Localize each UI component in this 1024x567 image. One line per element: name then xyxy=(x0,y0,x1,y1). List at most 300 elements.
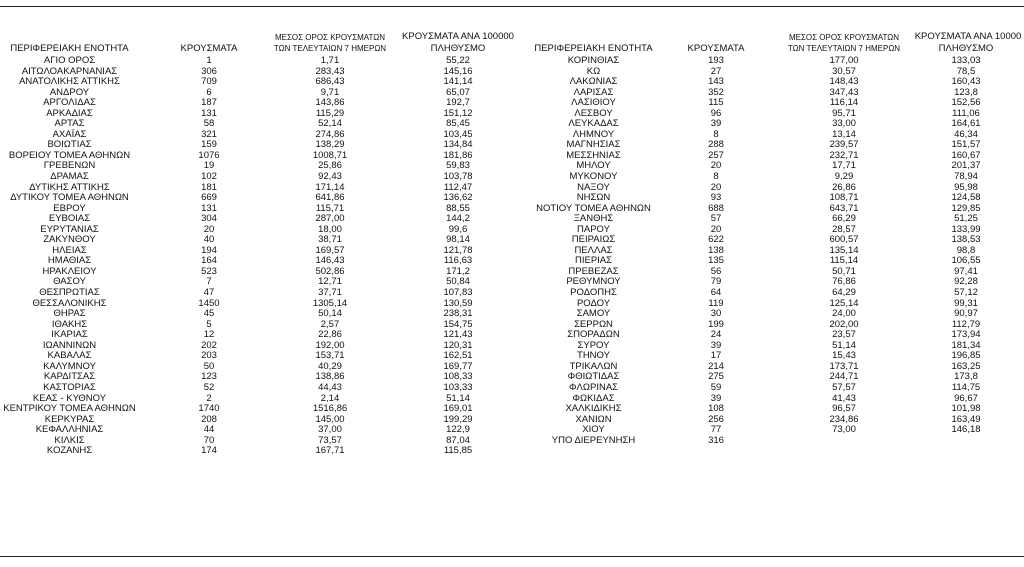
cell-region: ΔΡΑΜΑΣ xyxy=(50,171,89,183)
cell-region: ΜΗΛΟΥ xyxy=(576,160,611,172)
cell-cases: 56 xyxy=(710,265,722,277)
cell-cases: 93 xyxy=(710,192,722,204)
cell-cases: 257 xyxy=(708,149,724,161)
cell-avg7: 37,71 xyxy=(318,287,342,299)
cell-cases: 50 xyxy=(203,360,215,372)
cell-avg7: 686,43 xyxy=(315,76,345,88)
cell-avg7: 28,57 xyxy=(832,223,856,235)
header-cases: ΚΡΟΥΣΜΑΤΑ xyxy=(687,43,745,54)
cell-avg7: 232,71 xyxy=(829,149,859,161)
cell-per100k: 163,25 xyxy=(951,360,981,372)
cell-cases: 20 xyxy=(710,181,722,193)
cell-avg7: 143,86 xyxy=(315,97,345,109)
cell-per100k: 121,78 xyxy=(443,244,473,256)
cell-cases: 194 xyxy=(201,244,217,256)
cell-avg7: 23,57 xyxy=(832,329,856,341)
cell-region: ΠΕΙΡΑΙΩΣ xyxy=(571,234,616,246)
cell-cases: 96 xyxy=(710,107,722,119)
cell-region: ΑΧΑΪΑΣ xyxy=(52,128,87,140)
cell-avg7: 44,43 xyxy=(318,381,342,393)
cell-avg7: 115,71 xyxy=(315,202,345,214)
cell-per100k: 171,2 xyxy=(446,265,470,277)
cell-cases: 17 xyxy=(710,350,722,362)
cell-per100k: 133,03 xyxy=(951,55,981,66)
cell-cases: 20 xyxy=(710,160,722,172)
cell-per100k: 122,9 xyxy=(446,424,470,436)
cell-avg7: 2,14 xyxy=(320,392,340,404)
cell-per100k: 121,43 xyxy=(443,329,473,341)
cell-avg7: 287,00 xyxy=(315,213,345,225)
cell-cases: 5 xyxy=(206,318,212,330)
cell-avg7: 2,57 xyxy=(320,318,340,330)
cell-region: ΘΗΡΑΣ xyxy=(53,308,86,320)
cell-region: ΕΒΡΟΥ xyxy=(53,202,86,214)
cell-region: ΚΕΝΤΡΙΚΟΥ ΤΟΜΕΑ ΑΘΗΝΩΝ xyxy=(3,403,136,415)
cell-region: ΠΕΛΛΑΣ xyxy=(574,244,613,256)
cell-region: ΙΚΑΡΙΑΣ xyxy=(51,329,88,341)
cell-per100k: 78,5 xyxy=(956,65,976,77)
cell-avg7: 169,57 xyxy=(315,244,345,256)
cell-region: ΙΘΑΚΗΣ xyxy=(51,318,88,330)
header-per100k-line1: ΚΡΟΥΣΜΑΤΑ ΑΝΑ 10000 xyxy=(914,31,1022,42)
cell-cases: 44 xyxy=(203,424,215,436)
cell-cases: 1740 xyxy=(198,403,220,415)
cell-region: ΡΟΔΟΠΗΣ xyxy=(570,287,617,299)
cell-region: ΚΑΛΥΜΝΟΥ xyxy=(43,360,96,372)
cell-cases: 40 xyxy=(203,234,215,246)
cell-avg7: 202,00 xyxy=(829,318,859,330)
cell-per100k: 90,97 xyxy=(954,308,978,320)
cell-per100k: 96,67 xyxy=(954,392,978,404)
cell-per100k: 134,84 xyxy=(443,139,473,151)
cell-cases: 19 xyxy=(203,160,215,172)
cell-cases: 669 xyxy=(201,192,217,204)
cell-avg7: 171,14 xyxy=(315,181,345,193)
cell-per100k: 151,57 xyxy=(951,139,981,151)
cell-avg7: 347,43 xyxy=(829,86,859,98)
cell-per100k: 145,16 xyxy=(443,65,473,77)
cell-cases: 119 xyxy=(708,297,724,309)
cell-cases: 47 xyxy=(203,287,215,299)
cell-avg7: 18,00 xyxy=(318,223,342,235)
cell-per100k: 111,06 xyxy=(952,107,980,119)
cell-region: ΑΡΤΑΣ xyxy=(54,118,85,130)
cell-cases: 164 xyxy=(201,255,217,267)
cell-region: ΗΡΑΚΛΕΙΟΥ xyxy=(42,265,97,277)
cell-region: ΗΛΕΙΑΣ xyxy=(52,244,87,256)
cell-cases: 20 xyxy=(710,223,722,235)
cell-avg7: 41,43 xyxy=(832,392,856,404)
cell-per100k: 108,33 xyxy=(443,371,473,383)
cell-per100k: 169,77 xyxy=(443,360,473,372)
cell-avg7: 9,71 xyxy=(320,86,340,98)
cell-per100k: 173,94 xyxy=(951,329,981,341)
cell-per100k: 146,18 xyxy=(951,424,981,436)
cell-region: ΚΟΡΙΝΘΙΑΣ xyxy=(567,55,620,66)
cell-cases: 622 xyxy=(708,234,724,246)
cell-avg7: 17,71 xyxy=(832,160,856,172)
cell-per100k: 103,78 xyxy=(443,171,473,183)
cell-cases: 174 xyxy=(201,445,217,457)
cell-region: ΧΙΟΥ xyxy=(582,424,605,436)
cell-region: ΒΟΡΕΙΟΥ ΤΟΜΕΑ ΑΘΗΝΩΝ xyxy=(8,149,131,161)
cell-avg7: 1516,86 xyxy=(312,403,348,415)
cell-per100k: 238,31 xyxy=(443,308,473,320)
cell-region: ΜΥΚΟΝΟΥ xyxy=(569,171,618,183)
cell-cases: 57 xyxy=(710,213,722,225)
cell-per100k: 103,45 xyxy=(443,128,473,140)
cell-region: ΚΑΣΤΟΡΙΑΣ xyxy=(43,381,96,393)
cell-per100k: 181,34 xyxy=(951,339,981,351)
cell-per100k: 133,99 xyxy=(951,223,981,235)
cell-region: ΘΑΣΟΥ xyxy=(53,276,86,288)
cell-per100k: 115,85 xyxy=(443,445,473,457)
cell-avg7: 167,71 xyxy=(315,445,345,457)
cell-cases: 6 xyxy=(206,86,212,98)
cell-avg7: 643,71 xyxy=(829,202,859,214)
cell-region: ΓΡΕΒΕΝΩΝ xyxy=(43,160,96,172)
cell-per100k: 152,56 xyxy=(951,97,981,109)
cell-avg7: 125,14 xyxy=(829,297,859,309)
cell-region: ΖΑΚΥΝΘΟΥ xyxy=(43,234,96,246)
cell-per100k: 192,7 xyxy=(446,97,470,109)
cell-per100k: 173,8 xyxy=(954,371,978,383)
cell-region: ΘΕΣΠΡΩΤΙΑΣ xyxy=(39,287,100,299)
cell-per100k: 78,94 xyxy=(954,171,978,183)
cell-per100k: 141,14 xyxy=(443,76,473,88)
cell-per100k: 181,86 xyxy=(443,149,473,161)
cell-cases: 52 xyxy=(203,381,215,393)
cell-cases: 123 xyxy=(201,371,217,383)
cell-per100k: 144,2 xyxy=(446,213,470,225)
cell-cases: 321 xyxy=(201,128,217,140)
cell-avg7: 96,57 xyxy=(832,403,856,415)
cell-avg7: 73,57 xyxy=(318,434,342,446)
cell-region: ΤΗΝΟΥ xyxy=(577,350,610,362)
cell-avg7: 234,86 xyxy=(829,413,859,425)
cell-per100k: 103,33 xyxy=(443,381,473,393)
cell-avg7: 26,86 xyxy=(832,181,856,193)
cell-avg7: 92,43 xyxy=(318,171,342,183)
cell-per100k: 151,12 xyxy=(443,107,473,119)
cell-per100k: 95,98 xyxy=(954,181,978,193)
cell-avg7: 15,43 xyxy=(832,350,856,362)
cell-region: ΑΡΚΑΔΙΑΣ xyxy=(46,107,93,119)
cell-region: ΚΩ xyxy=(586,65,601,77)
cell-cases: 12 xyxy=(203,329,215,341)
cell-avg7: 146,43 xyxy=(315,255,345,267)
cell-per100k: 57,12 xyxy=(954,287,978,299)
cell-avg7: 138,29 xyxy=(315,139,345,151)
cell-per100k: 55,22 xyxy=(446,55,470,66)
cell-region: ΑΝΔΡΟΥ xyxy=(49,86,90,98)
cell-per100k: 120,31 xyxy=(443,339,473,351)
cell-cases: 8 xyxy=(713,128,719,140)
cell-region: ΑΓΙΟ ΟΡΟΣ xyxy=(43,55,96,66)
header-per100k-line1: ΚΡΟΥΣΜΑΤΑ ΑΝΑ 100000 xyxy=(402,31,514,42)
cell-avg7: 153,71 xyxy=(315,350,345,362)
cell-cases: 39 xyxy=(710,118,722,130)
cell-cases: 1 xyxy=(206,55,212,66)
cell-region: ΚΕΡΚΥΡΑΣ xyxy=(44,413,95,425)
cell-per100k: 87,04 xyxy=(446,434,470,446)
cell-cases: 199 xyxy=(708,318,724,330)
cell-avg7: 116,14 xyxy=(829,97,859,109)
cell-per100k: 99,6 xyxy=(448,223,468,235)
cell-region: ΧΑΝΙΩΝ xyxy=(575,413,612,425)
cell-cases: 688 xyxy=(708,202,724,214)
cell-per100k: 130,59 xyxy=(443,297,473,309)
cell-per100k: 116,63 xyxy=(443,255,473,267)
cell-cases: 39 xyxy=(710,392,722,404)
cell-per100k: 112,79 xyxy=(951,318,981,330)
cell-region: ΛΕΥΚΑΔΑΣ xyxy=(568,118,619,130)
cell-region: ΚΑΡΔΙΤΣΑΣ xyxy=(43,371,96,383)
cell-avg7: 192,00 xyxy=(315,339,345,351)
cell-region: ΛΑΣΙΘΙΟΥ xyxy=(571,97,616,109)
cell-cases: 187 xyxy=(201,97,217,109)
cell-region: ΠΙΕΡΙΑΣ xyxy=(574,255,613,267)
cell-region: ΜΑΓΝΗΣΙΑΣ xyxy=(566,139,621,151)
cell-avg7: 145,00 xyxy=(315,413,345,425)
cell-region: ΚΕΦΑΛΛΗΝΙΑΣ xyxy=(35,424,104,436)
cell-avg7: 641,86 xyxy=(315,192,345,204)
cell-region: ΥΠΟ ΔΙΕΡΕΥΝΗΣΗ xyxy=(551,434,636,446)
cell-avg7: 33,00 xyxy=(832,118,856,130)
cell-region: ΞΑΝΘΗΣ xyxy=(573,213,614,225)
cell-avg7: 25,86 xyxy=(318,160,342,172)
cell-region: ΗΜΑΘΙΑΣ xyxy=(47,255,92,267)
cell-avg7: 95,71 xyxy=(832,107,856,119)
cell-region: ΚΟΖΑΝΗΣ xyxy=(46,445,93,457)
cell-cases: 709 xyxy=(201,76,217,88)
header-region: ΠΕΡΙΦΕΡΕΙΑΚΗ ΕΝΟΤΗΤΑ xyxy=(10,43,129,54)
cell-per100k: 163,49 xyxy=(951,413,981,425)
cell-avg7: 274,86 xyxy=(315,128,345,140)
cell-cases: 256 xyxy=(708,413,724,425)
cell-avg7: 64,29 xyxy=(832,287,856,299)
cell-cases: 131 xyxy=(201,107,217,119)
cell-cases: 8 xyxy=(713,171,719,183)
cell-avg7: 148,43 xyxy=(829,76,859,88)
cell-per100k: 97,41 xyxy=(954,265,978,277)
cell-cases: 316 xyxy=(708,434,724,446)
header-avg7-line2: ΤΩΝ ΤΕΛΕΥΤΑΙΩΝ 7 ΗΜΕΡΩΝ xyxy=(273,44,387,53)
header-cases: ΚΡΟΥΣΜΑΤΑ xyxy=(180,43,238,54)
cell-region: ΣΠΟΡΑΔΩΝ xyxy=(567,329,620,341)
cell-per100k: 162,51 xyxy=(443,350,473,362)
cell-cases: 131 xyxy=(201,202,217,214)
cell-cases: 77 xyxy=(710,424,722,436)
cell-cases: 24 xyxy=(710,329,722,341)
cell-per100k: 106,55 xyxy=(951,255,981,267)
cell-region: ΣΑΜΟΥ xyxy=(576,308,611,320)
cell-region: ΜΕΣΣΗΝΙΑΣ xyxy=(566,149,621,161)
cell-region: ΚΙΛΚΙΣ xyxy=(54,434,85,446)
bottom-rule xyxy=(0,556,1024,557)
cell-per100k: 88,55 xyxy=(446,202,470,214)
cell-region: ΛΕΣΒΟΥ xyxy=(574,107,613,119)
cell-per100k: 201,37 xyxy=(951,160,981,172)
cell-per100k: 160,43 xyxy=(951,76,981,88)
cell-cases: 2 xyxy=(206,392,212,404)
cell-cases: 30 xyxy=(710,308,722,320)
cell-cases: 79 xyxy=(710,276,722,288)
cell-avg7: 13,14 xyxy=(832,128,856,140)
cell-region: ΡΟΔΟΥ xyxy=(576,297,611,309)
header-region: ΠΕΡΙΦΕΡΕΙΑΚΗ ΕΝΟΤΗΤΑ xyxy=(534,43,653,54)
cell-avg7: 22,86 xyxy=(318,329,342,341)
cell-avg7: 76,86 xyxy=(832,276,856,288)
cell-cases: 138 xyxy=(708,244,724,256)
cell-region: ΛΑΚΩΝΙΑΣ xyxy=(569,76,618,88)
cell-cases: 1450 xyxy=(198,297,220,309)
cell-avg7: 40,29 xyxy=(318,360,342,372)
cell-avg7: 108,71 xyxy=(829,192,859,204)
cell-cases: 306 xyxy=(201,65,217,77)
cell-per100k: 98,14 xyxy=(446,234,470,246)
cell-per100k: 107,83 xyxy=(443,287,473,299)
cell-per100k: 50,84 xyxy=(446,276,470,288)
cell-avg7: 115,29 xyxy=(315,107,345,119)
header-avg7-line1: ΜΕΣΟΣ ΟΡΟΣ ΚΡΟΥΣΜΑΤΩΝ xyxy=(274,33,386,42)
cell-avg7: 600,57 xyxy=(829,234,859,246)
cell-per100k: 99,31 xyxy=(954,297,978,309)
cell-region: ΣΥΡΟΥ xyxy=(577,339,610,351)
cell-avg7: 1,71 xyxy=(320,55,340,66)
cell-avg7: 57,57 xyxy=(832,381,856,393)
cell-per100k: 169,01 xyxy=(443,403,473,415)
cell-region: ΚΑΒΑΛΑΣ xyxy=(47,350,92,362)
cell-avg7: 1008,71 xyxy=(312,149,348,161)
cell-region: ΘΕΣΣΑΛΟΝΙΚΗΣ xyxy=(32,297,107,309)
cell-cases: 108 xyxy=(708,403,724,415)
cell-region: ΙΩΑΝΝΙΝΩΝ xyxy=(42,339,97,351)
cell-avg7: 244,71 xyxy=(829,371,859,383)
cell-avg7: 1305,14 xyxy=(312,297,348,309)
header-per100k-line2: ΠΛΗΘΥΣΜΟ xyxy=(938,43,994,54)
cell-avg7: 135,14 xyxy=(829,244,859,256)
cell-cases: 115 xyxy=(708,97,724,109)
cell-avg7: 138,86 xyxy=(315,371,345,383)
cell-avg7: 50,71 xyxy=(832,265,856,277)
cell-region: ΝΑΞΟΥ xyxy=(577,181,610,193)
cell-per100k: 154,75 xyxy=(443,318,473,330)
cell-region: ΦΘΙΩΤΙΔΑΣ xyxy=(567,371,620,383)
cell-avg7: 37,00 xyxy=(318,424,342,436)
cell-avg7: 73,00 xyxy=(832,424,856,436)
cell-cases: 59 xyxy=(710,381,722,393)
cell-cases: 288 xyxy=(708,139,724,151)
cell-cases: 193 xyxy=(708,55,724,66)
cell-avg7: 177,00 xyxy=(829,55,859,66)
cell-region: ΒΟΙΩΤΙΑΣ xyxy=(47,139,92,151)
cell-cases: 181 xyxy=(201,181,217,193)
cell-per100k: 112,47 xyxy=(443,181,473,193)
cell-per100k: 65,07 xyxy=(446,86,470,98)
cell-cases: 39 xyxy=(710,339,722,351)
cell-cases: 135 xyxy=(708,255,724,267)
cell-per100k: 85,45 xyxy=(446,118,470,130)
cell-cases: 58 xyxy=(203,118,215,130)
cell-avg7: 38,71 xyxy=(318,234,342,246)
cell-cases: 45 xyxy=(203,308,215,320)
cell-per100k: 138,53 xyxy=(951,234,981,246)
cell-cases: 1076 xyxy=(198,149,220,161)
cell-cases: 203 xyxy=(201,350,217,362)
cell-per100k: 123,8 xyxy=(954,86,978,98)
cell-region: ΧΑΛΚΙΔΙΚΗΣ xyxy=(565,403,622,415)
cell-region: ΦΩΚΙΔΑΣ xyxy=(572,392,615,404)
cell-region: ΣΕΡΡΩΝ xyxy=(574,318,613,330)
cell-avg7: 50,14 xyxy=(318,308,342,320)
cell-avg7: 502,86 xyxy=(315,265,345,277)
header-per100k-line2: ΠΛΗΘΥΣΜΟ xyxy=(430,43,486,54)
cell-avg7: 66,29 xyxy=(832,213,856,225)
cell-cases: 143 xyxy=(708,76,724,88)
cell-avg7: 283,43 xyxy=(315,65,345,77)
cell-region: ΛΑΡΙΣΑΣ xyxy=(573,86,614,98)
cell-cases: 159 xyxy=(201,139,217,151)
cell-cases: 304 xyxy=(201,213,217,225)
top-rule xyxy=(0,6,1024,7)
cell-region: ΑΝΑΤΟΛΙΚΗΣ ΑΤΤΙΚΗΣ xyxy=(19,76,120,88)
cell-cases: 70 xyxy=(203,434,215,446)
cell-avg7: 52,14 xyxy=(318,118,342,130)
cell-cases: 352 xyxy=(708,86,724,98)
cell-region: ΑΙΤΩΛΟΑΚΑΡΝΑΝΙΑΣ xyxy=(21,65,118,77)
cell-avg7: 51,14 xyxy=(832,339,856,351)
cell-avg7: 173,71 xyxy=(829,360,859,372)
cell-avg7: 239,57 xyxy=(829,139,859,151)
cell-per100k: 164,61 xyxy=(951,118,981,130)
cell-per100k: 136,62 xyxy=(443,192,473,204)
cell-cases: 523 xyxy=(201,265,217,277)
cell-cases: 27 xyxy=(710,65,722,77)
cell-region: ΠΡΕΒΕΖΑΣ xyxy=(568,265,619,277)
cell-cases: 202 xyxy=(201,339,217,351)
cell-avg7: 9,29 xyxy=(834,171,854,183)
cell-per100k: 59,83 xyxy=(446,160,470,172)
cell-avg7: 30,57 xyxy=(832,65,856,77)
cell-region: ΝΟΤΙΟΥ ΤΟΜΕΑ ΑΘΗΝΩΝ xyxy=(536,202,651,214)
cell-region: ΝΗΣΩΝ xyxy=(576,192,611,204)
cell-region: ΤΡΙΚΑΛΩΝ xyxy=(569,360,618,372)
cell-per100k: 160,67 xyxy=(951,149,981,161)
cell-region: ΦΛΩΡΙΝΑΣ xyxy=(568,381,619,393)
cell-per100k: 51,14 xyxy=(446,392,470,404)
cell-region: ΕΥΡΥΤΑΝΙΑΣ xyxy=(40,223,99,235)
cell-cases: 214 xyxy=(708,360,724,372)
cell-per100k: 101,98 xyxy=(951,403,981,415)
cell-per100k: 92,28 xyxy=(954,276,978,288)
cell-per100k: 46,34 xyxy=(954,128,978,140)
cell-per100k: 51,25 xyxy=(954,213,978,225)
cell-region: ΔΥΤΙΚΗΣ ΑΤΤΙΚΗΣ xyxy=(29,181,110,193)
header-avg7-line2: ΤΩΝ ΤΕΛΕΥΤΑΙΩΝ 7 ΗΜΕΡΩΝ xyxy=(787,44,901,53)
cell-per100k: 124,58 xyxy=(951,192,981,204)
cell-per100k: 129,85 xyxy=(951,202,981,214)
cell-region: ΑΡΓΟΛΙΔΑΣ xyxy=(43,97,96,109)
cell-per100k: 199,29 xyxy=(443,413,473,425)
cell-region: ΕΥΒΟΙΑΣ xyxy=(48,213,91,225)
cell-region: ΡΕΘΥΜΝΟΥ xyxy=(566,276,621,288)
cell-cases: 208 xyxy=(201,413,217,425)
cell-region: ΚΕΑΣ - ΚΥΘΝΟΥ xyxy=(32,392,107,404)
cell-avg7: 12,71 xyxy=(318,276,342,288)
cell-cases: 64 xyxy=(710,287,722,299)
cell-region: ΠΑΡΟΥ xyxy=(577,223,610,235)
